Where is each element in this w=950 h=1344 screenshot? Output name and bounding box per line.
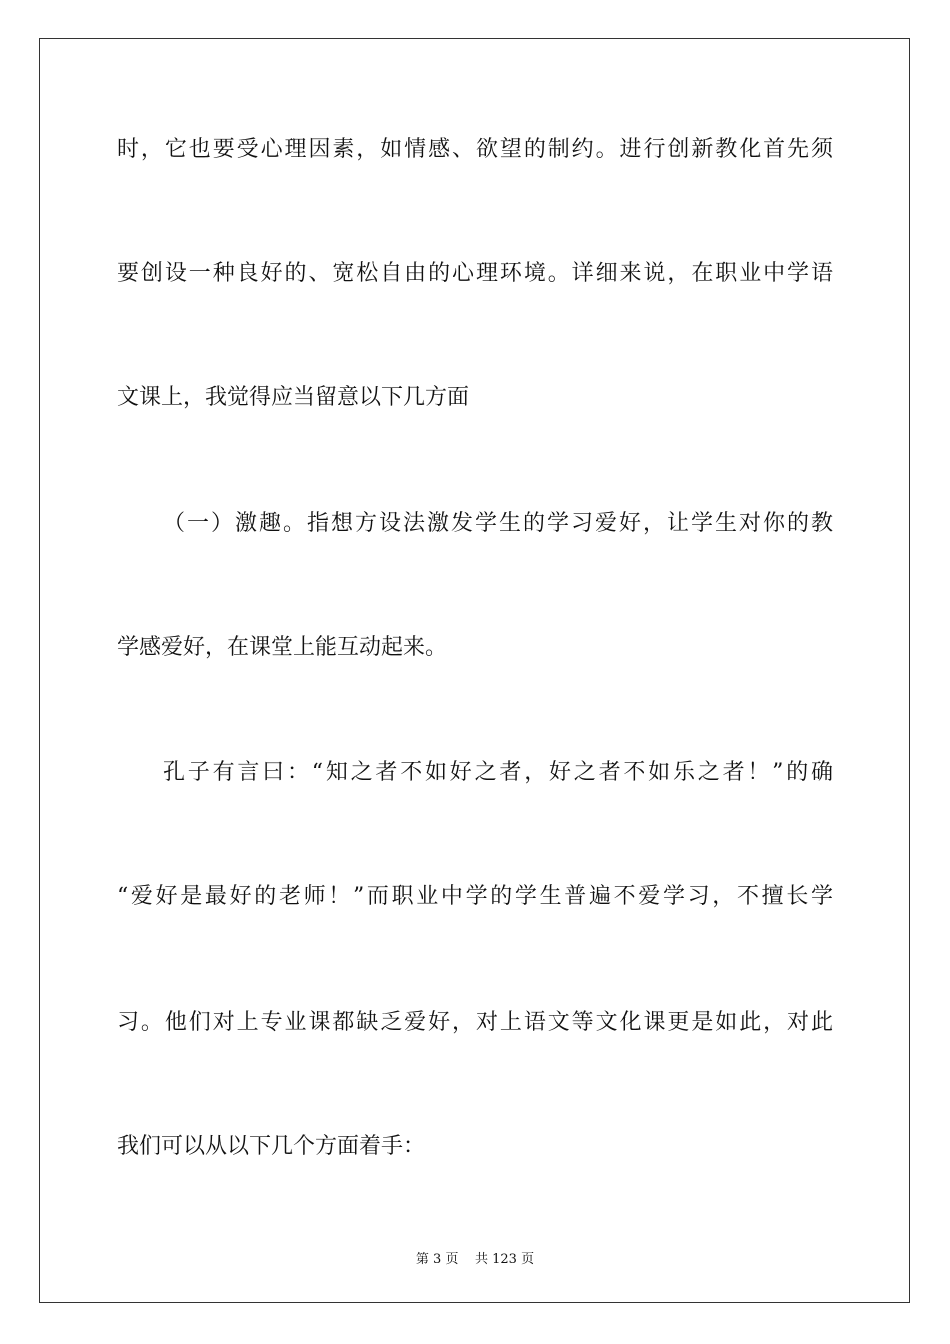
- paragraph-line: 习。他们对上专业课都缺乏爱好，对上语文等文化课更是如此，对此: [117, 1010, 833, 1035]
- paragraph-line: 文课上，我觉得应当留意以下几方面: [117, 385, 470, 410]
- paragraph-line: “爱好是最好的老师！”而职业中学的学生普遍不爱学习，不擅长学: [117, 884, 833, 909]
- paragraph-line: 时，它也要受心理因素，如情感、欲望的制约。进行创新教化首先须: [117, 137, 833, 162]
- paragraph-line: 我们可以从以下几个方面着手：: [117, 1134, 426, 1159]
- page-number-footer: 第 3 页 共 123 页: [415, 1252, 535, 1267]
- paragraph-line: 要创设一种良好的、宽松自由的心理环境。详细来说，在职业中学语: [117, 261, 833, 286]
- page-border: [39, 38, 910, 1303]
- paragraph-line: 学感爱好，在课堂上能互动起来。: [117, 635, 448, 660]
- paragraph-line: （一）激趣。指想方设法激发学生的学习爱好，让学生对你的教: [163, 511, 833, 536]
- paragraph-line: 孔子有言曰：“知之者不如好之者，好之者不如乐之者！”的确: [163, 760, 833, 785]
